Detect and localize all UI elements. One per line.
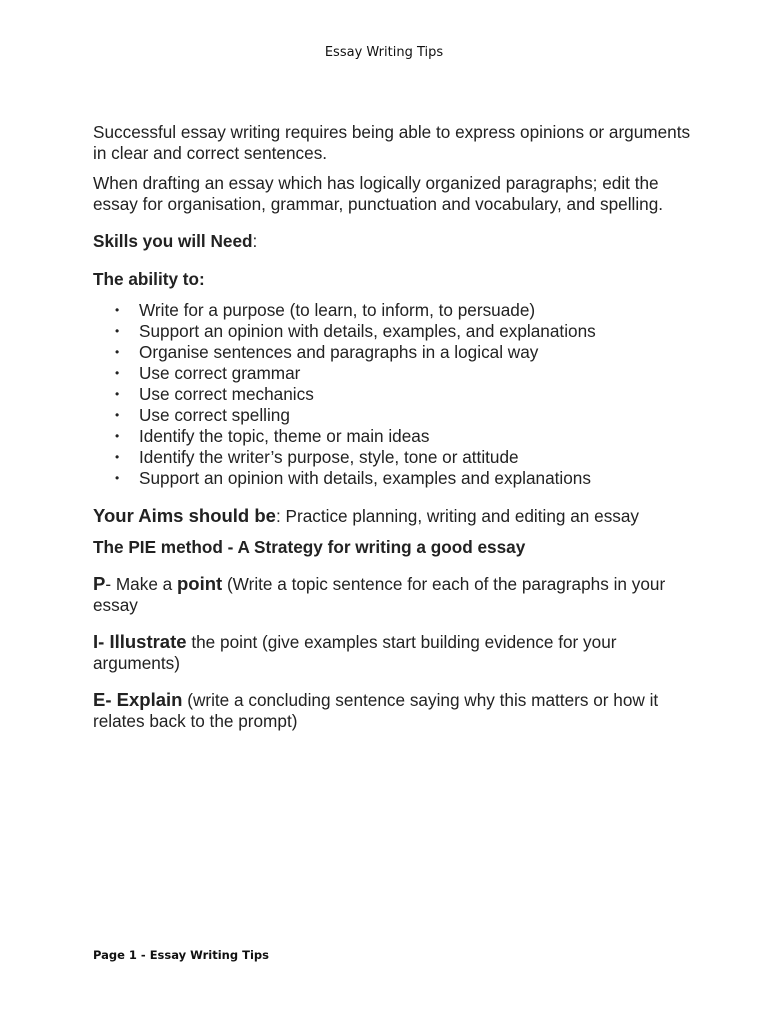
skills-heading [93, 231, 693, 252]
pie-heading: The PIE method - A Strategy for writing a good essay [93, 537, 526, 557]
list-item-text: Use correct mechanics [139, 384, 314, 404]
list-item [115, 300, 693, 321]
pie-p-keyword: point [176, 573, 223, 594]
list-item-text: Organise sentences and paragraphs in a logical way [139, 342, 539, 362]
pie-e-label: E- Explain [93, 689, 183, 710]
pie-e-text: (write a concluding sentence saying why this matters or how it relates back to the prompt) [93, 690, 659, 731]
document-body [93, 122, 693, 747]
aims-paragraph [93, 502, 693, 530]
pie-p-letter: P [93, 573, 106, 594]
bullet-icon: • [115, 450, 120, 464]
list-item [115, 321, 693, 342]
list-item-text: Use correct spelling [139, 405, 290, 425]
pie-p-pre: - Make a [105, 574, 177, 594]
bullet-icon: • [115, 303, 120, 317]
list-item-text: Support an opinion with details, examples, and explanations [139, 321, 596, 341]
pie-i-text: the point (give examples start building evidence for your arguments) [93, 632, 617, 673]
list-item [115, 384, 693, 405]
page-footer [93, 948, 269, 962]
pie-i-label: I- Illustrate [93, 631, 187, 652]
list-item-text: Identify the writer’s purpose, style, tone or attitude [139, 447, 519, 467]
ability-subheading: The ability to: [93, 269, 205, 289]
pie-i-paragraph [93, 631, 693, 674]
aims-text: : Practice planning, writing and editing an essay [275, 506, 640, 526]
bullet-icon: • [115, 471, 120, 485]
list-item [115, 342, 693, 363]
list-item [115, 405, 693, 426]
list-item [115, 363, 693, 384]
header-title: Essay Writing Tips [324, 45, 444, 60]
bullet-icon: • [115, 387, 120, 401]
list-item-text: Identify the topic, theme or main ideas [139, 426, 430, 446]
list-item-text: Use correct grammar [139, 363, 301, 383]
intro-paragraph-1: Successful essay writing requires being able to express opinions or arguments in clear and correct sentences. [93, 122, 691, 163]
list-item [115, 447, 693, 468]
list-item [115, 468, 693, 489]
list-item-text: Write for a purpose (to learn, to inform, to persuade) [139, 300, 536, 320]
bullet-icon: • [115, 366, 120, 380]
pie-p-text: (Write a topic sentence for each of the paragraphs in your essay [93, 574, 666, 615]
list-item-text: Support an opinion with details, examples and explanations [139, 468, 591, 488]
bullet-icon: • [115, 429, 120, 443]
bullet-icon: • [115, 408, 120, 422]
aims-label: Your Aims should be [93, 505, 276, 526]
pie-e-paragraph [93, 689, 693, 732]
skills-heading-colon: : [252, 231, 258, 251]
skills-list [93, 300, 693, 489]
bullet-icon: • [115, 324, 120, 338]
footer-text: Page 1 - Essay Writing Tips [93, 948, 269, 962]
pie-p-paragraph [93, 573, 693, 616]
bullet-icon: • [115, 345, 120, 359]
page-header [0, 45, 768, 60]
intro-paragraph-2: When drafting an essay which has logically organized paragraphs; edit the essay for organisation, grammar, punctuation and vocabulary, and spelling. [93, 173, 664, 214]
list-item [115, 426, 693, 447]
skills-heading-text: Skills you will Need [93, 231, 253, 251]
